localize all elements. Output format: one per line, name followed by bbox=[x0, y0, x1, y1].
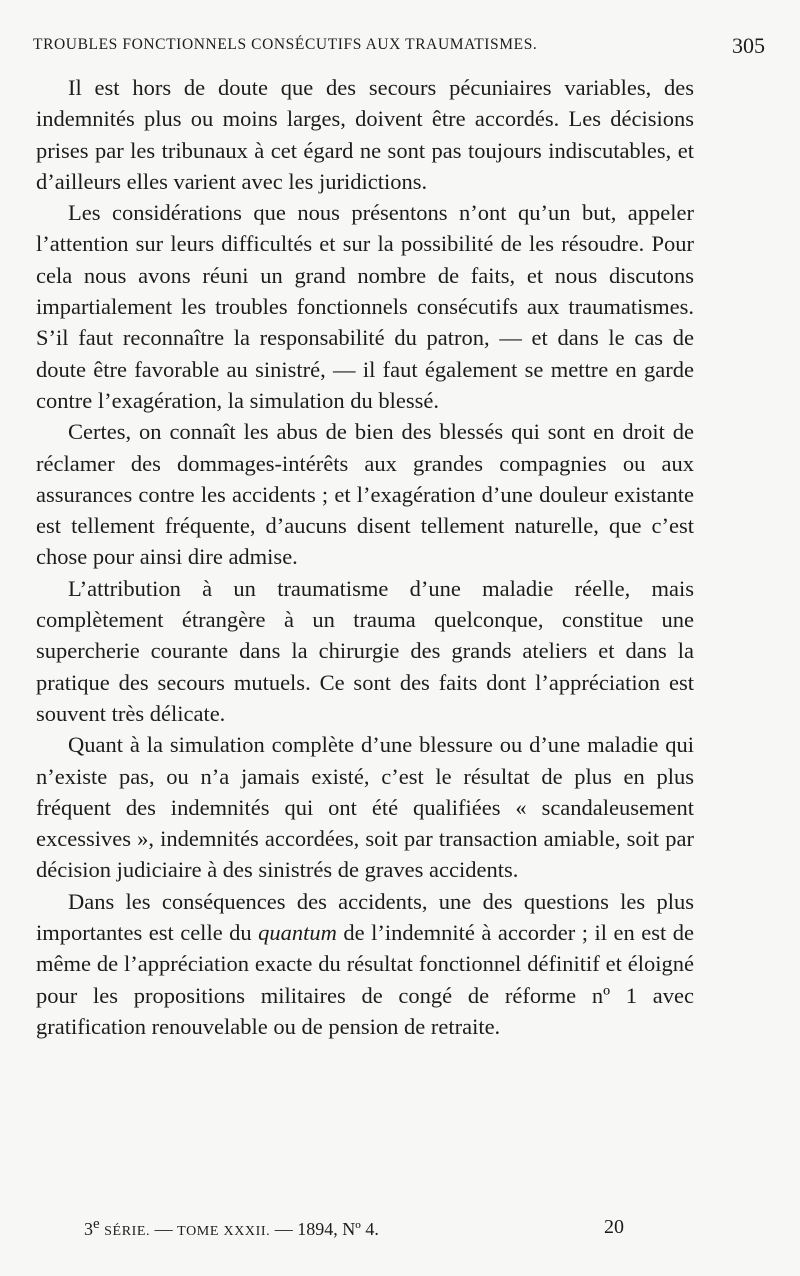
sheet-number: 20 bbox=[604, 1216, 624, 1238]
paragraph-6-lead: Dans les conséquences des accidents, une des questions les plus importantes est celle du bbox=[36, 888, 694, 946]
paragraph-2: Les considérations que nous présentons n’ont qu’un but, appeler l’attention sur leurs difficultés et sur la possibilité de les résoudre. Pour cela nous avons réuni un grand nombre de faits, et nous discutons impartialement les troubles fonctionnels consécutifs aux traumatismes. S’il faut reconnaître la responsabilité du patron, — et dans le cas de doute être favorable au sinistré, — il faut également se mettre en garde contre l’exagération, la simulation du blessé. bbox=[36, 200, 694, 413]
tome-word: TOME bbox=[177, 1224, 219, 1239]
paragraph-6 bbox=[36, 886, 694, 1042]
tome-number: XXXII. bbox=[223, 1224, 271, 1239]
paragraph-1: Il est hors de doute que des secours pécuniaires variables, des indemnités plus ou moins larges, doivent être accordés. Les décisions prises par les tribunaux à cet égard ne sont pas toujours indiscutables, et d’ailleurs elles varient avec les juridictions. bbox=[36, 75, 694, 194]
paragraph-4: L’attribution à un traumatisme d’une maladie réelle, mais complètement étrangère à un trauma quelconque, constitue une supercherie courante dans la chirurgie des grands ateliers et dans la pratique des secours mutuels. Ce sont des faits dont l’appréciation est souvent très délicate. bbox=[36, 575, 694, 726]
footer-dash-2: — bbox=[274, 1219, 293, 1239]
body-text bbox=[36, 72, 694, 1042]
series-word: SÉRIE. bbox=[104, 1224, 151, 1239]
signature-footer bbox=[84, 1216, 624, 1244]
running-title: TROUBLES FONCTIONNELS CONSÉCUTIFS AUX TRAUMATISMES. bbox=[33, 36, 538, 53]
footer-dash-1: — bbox=[154, 1219, 173, 1239]
paragraph-6-rest: de l’indemnité à accorder ; il en est de même de l’appréciation exacte du résultat fonctionnel définitif et éloigné pour les propositions militaires de congé de réforme nº 1 avec gratification renouvelable ou de pension de retraite. bbox=[36, 920, 694, 1039]
running-head bbox=[33, 33, 765, 60]
page-number: 305 bbox=[732, 33, 765, 58]
series-ordinal: 3 bbox=[84, 1219, 93, 1239]
series-suffix: e bbox=[93, 1216, 100, 1232]
paragraph-5: Quant à la simulation complète d’une blessure ou d’une maladie qui n’existe pas, ou n’a jamais existé, c’est le résultat de plus en plus fréquent des indemnités qui ont été qualifiées « scandaleusement excessives », indemnités accordées, soit par transaction amiable, soit par décision judiciaire à des sinistrés de graves accidents. bbox=[36, 732, 694, 883]
quantum-term: quantum bbox=[258, 920, 337, 946]
paragraph-3: Certes, on connaît les abus de bien des blessés qui sont en droit de réclamer des dommages-intérêts aux grandes compagnies ou aux assurances contre les accidents ; et l’exagération d’une douleur existante est tellement fréquente, d’aucuns disent tellement naturelle, que c’est chose pour ainsi dire admise. bbox=[36, 419, 694, 570]
signature-line bbox=[84, 1216, 379, 1240]
year-issue: 1894, Nº 4. bbox=[297, 1219, 379, 1239]
